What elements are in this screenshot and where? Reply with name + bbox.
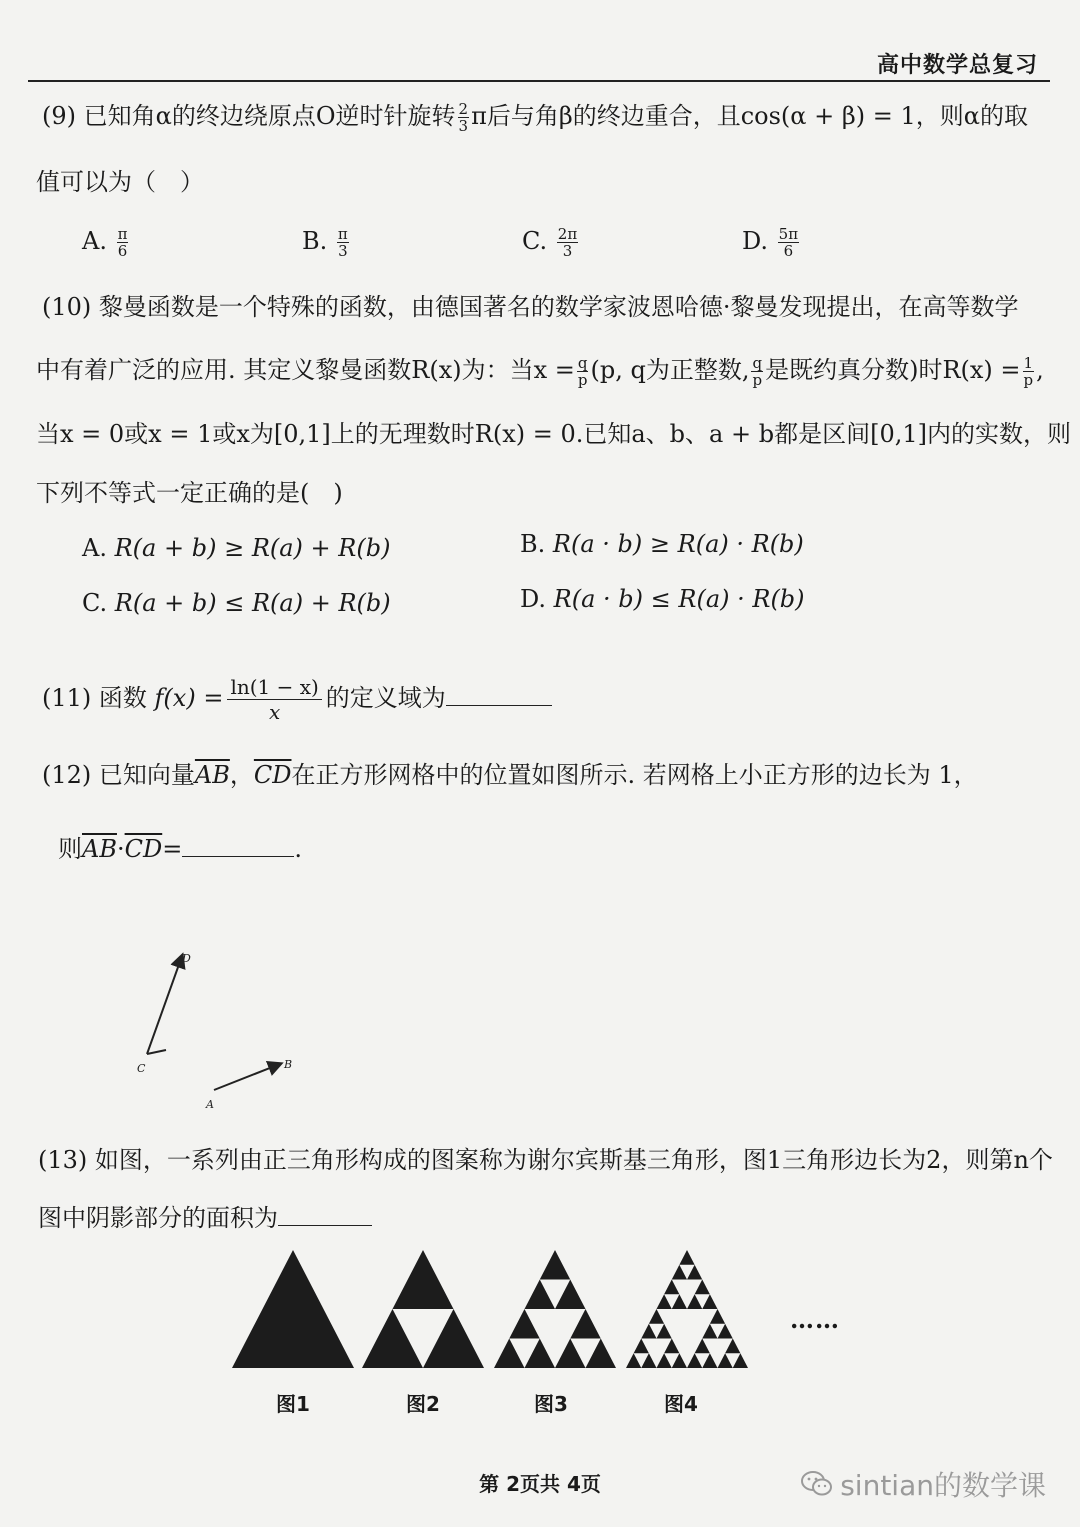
shaded-triangle: [687, 1353, 702, 1368]
sierpinski-figure-2: [358, 1244, 488, 1374]
figure-label-4: 图4: [664, 1392, 698, 1416]
sierpinski-figure-3: [490, 1244, 620, 1374]
q9-option-c: C. $\frac{2\pi}{3}$: [522, 225, 578, 260]
figure-label-2: 图2: [406, 1392, 440, 1416]
shaded-triangle: [687, 1294, 702, 1309]
q10-option-b: B. R(a · b) ≥ R(a) · R(b): [520, 530, 804, 558]
q9-option-b: B. $\frac{\pi}{3}$: [302, 225, 348, 260]
q9-option-d: D. $\frac{5\pi}{6}$: [742, 225, 799, 260]
shaded-triangle: [525, 1280, 556, 1310]
shaded-triangle: [626, 1353, 641, 1368]
point-c-label: C: [137, 1062, 146, 1075]
shaded-triangle: [718, 1353, 733, 1368]
shaded-triangle: [672, 1294, 687, 1309]
point-d-label: D: [182, 952, 191, 965]
shaded-triangle: [555, 1339, 586, 1369]
question-12-line-1: (12) 已知向量$\overline{AB}$，$\overline{CD}$在正方形网格中的位置如图所示. 若网格上小正方形的边长为 1，: [42, 761, 978, 789]
shaded-triangle: [362, 1309, 423, 1368]
shaded-triangle: [570, 1309, 601, 1339]
question-text: π后与角β的终边重合，且cos(α + β) = 1，则α的取: [471, 102, 1028, 130]
shaded-triangle: [494, 1339, 525, 1369]
shaded-triangle: [634, 1339, 649, 1354]
shaded-triangle: [657, 1353, 672, 1368]
page-footer: 第 2页共 4页: [479, 1472, 601, 1496]
question-13-line-1: (13) 如图，一系列由正三角形构成的图案称为谢尔宾斯基三角形，图1三角形边长为2，则第n个: [38, 1146, 1053, 1174]
sierpinski-figure-4: [622, 1244, 752, 1374]
question-number: (11): [42, 684, 92, 712]
question-11: (11) 函数 f(x) = $\frac{\ln(1 - x)}{x}$ 的定义域为: [42, 675, 552, 724]
shaded-triangle: [702, 1324, 717, 1339]
shaded-triangle: [687, 1265, 702, 1280]
vector-cd: [147, 956, 182, 1054]
ellipsis: ……: [790, 1305, 840, 1334]
watermark-text: sintian的数学课: [840, 1469, 1046, 1502]
shaded-triangle: [555, 1280, 586, 1310]
shaded-triangle: [649, 1309, 664, 1324]
shaded-triangle: [672, 1265, 687, 1280]
question-13-line-2: 图中阴影部分的面积为: [38, 1203, 372, 1233]
shaded-triangle: [525, 1339, 556, 1369]
shaded-triangle: [664, 1339, 679, 1354]
shaded-triangle: [672, 1353, 687, 1368]
shaded-triangle: [657, 1294, 672, 1309]
q10-option-a: A. R(a + b) ≥ R(a) + R(b): [82, 534, 391, 562]
page-header-title: 高中数学总复习: [876, 53, 1038, 78]
shaded-triangle: [718, 1324, 733, 1339]
sierpinski-figure-1: [228, 1244, 358, 1374]
question-number: (9): [42, 102, 76, 130]
shaded-triangle: [641, 1353, 656, 1368]
shaded-triangle: [702, 1294, 717, 1309]
figure-label-3: 图3: [534, 1392, 568, 1416]
question-12-line-2: 则$\overline{AB}\cdot\overline{CD}=$ .: [58, 835, 302, 863]
answer-blank[interactable]: [182, 854, 294, 857]
answer-blank[interactable]: [446, 703, 552, 706]
shaded-triangle: [664, 1280, 679, 1295]
question-number: (13): [38, 1146, 88, 1174]
vector-ab: [214, 1064, 280, 1090]
shaded-triangle: [710, 1309, 725, 1324]
answer-blank[interactable]: [278, 1223, 372, 1226]
q10-option-d: D. R(a · b) ≤ R(a) · R(b): [520, 585, 805, 613]
shaded-triangle: [679, 1250, 694, 1265]
shaded-triangle: [423, 1309, 484, 1368]
fraction: $\frac{2}{3}$: [458, 100, 469, 135]
figure-label-1: 图1: [276, 1392, 310, 1416]
shaded-triangle: [232, 1250, 354, 1368]
shaded-triangle: [641, 1324, 656, 1339]
point-c-tick: [147, 1050, 166, 1054]
watermark: [800, 1464, 1046, 1504]
shaded-triangle: [733, 1353, 748, 1368]
question-number: (10): [42, 293, 92, 321]
question-10-line-1: (10) 黎曼函数是一个特殊的函数，由德国著名的数学家波恩哈德·黎曼发现提出，在高等数学: [42, 293, 1019, 321]
fraction: $\frac{\ln(1 - x)}{x}$: [227, 675, 321, 724]
question-10-line-2: 中有着广泛的应用. 其定义黎曼函数R(x)为：当x = $\frac{q}{p}$ (p, q为正整数, $\frac{q}{p}$ 是既约真分数)时R(x) = $\frac{1}{p}$ ,: [36, 354, 1044, 389]
point-a-label: A: [206, 1098, 214, 1111]
question-10-line-4: 下列不等式一定正确的是( ): [36, 479, 343, 507]
shaded-triangle: [702, 1353, 717, 1368]
wechat-icon: [800, 1469, 834, 1499]
question-text: 已知角α的终边绕原点O逆时针旋转: [83, 102, 456, 130]
shaded-triangle: [657, 1324, 672, 1339]
shaded-triangle: [725, 1339, 740, 1354]
question-10-line-3: 当x = 0或x = 1或x为[0,1]上的无理数时R(x) = 0.已知a、b、a + b都是区间[0,1]内的实数，则: [36, 420, 1071, 448]
point-b-label: B: [284, 1058, 293, 1071]
question-number: (12): [42, 761, 92, 789]
q10-option-c: C. R(a + b) ≤ R(a) + R(b): [82, 589, 391, 617]
shaded-triangle: [586, 1339, 617, 1369]
shaded-triangle: [393, 1250, 454, 1309]
question-9-line-2: 值可以为（ ）: [36, 168, 204, 196]
shaded-triangle: [695, 1280, 710, 1295]
shaded-triangle: [509, 1309, 540, 1339]
vector-figure: [120, 940, 320, 1120]
shaded-triangle: [695, 1339, 710, 1354]
shaded-triangle: [540, 1250, 571, 1280]
question-9-line-1: [42, 101, 1028, 134]
header-rule: [28, 80, 1050, 82]
q9-option-a: A. $\frac{\pi}{6}$: [82, 225, 128, 260]
